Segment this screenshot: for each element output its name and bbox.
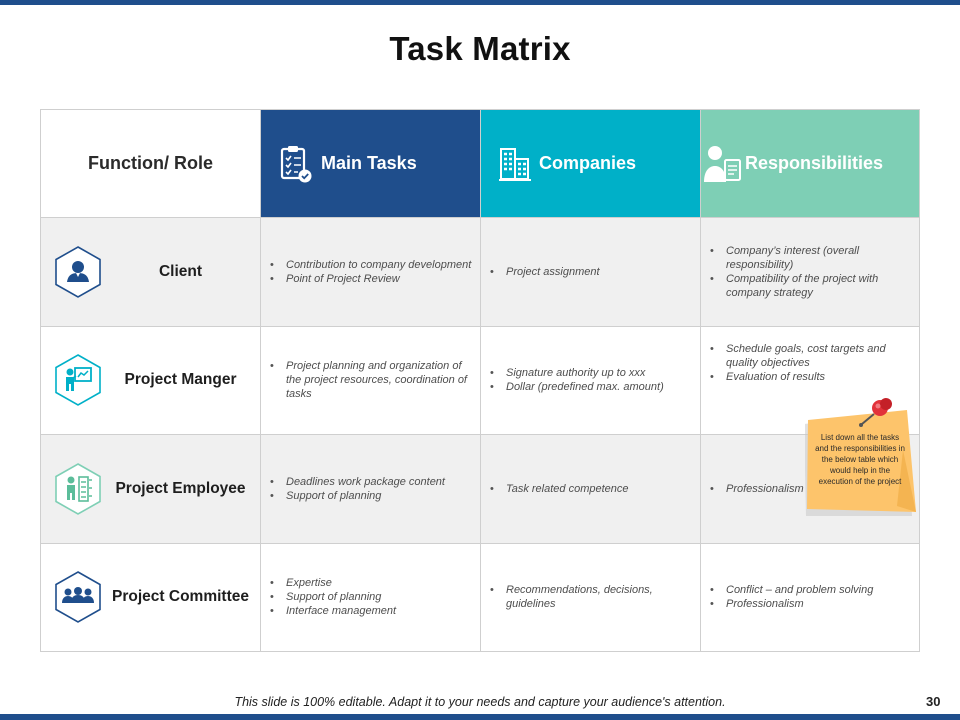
list-item: • Signature authority up to xxx: [506, 366, 694, 380]
header-companies: [481, 110, 701, 218]
list-item: • Recommendations, decisions, guidelines: [506, 583, 694, 611]
table-row: [41, 543, 920, 651]
list-item: • Professionalism: [726, 597, 913, 611]
companies-cell: [481, 218, 701, 326]
companies-cell: [481, 543, 701, 651]
table-row: [41, 326, 920, 434]
list-item: • Compatibility of the project with company strategy: [726, 272, 913, 300]
header-responsibilities-label: Responsibilities: [745, 153, 884, 174]
role-label: Client: [158, 263, 203, 281]
table-row: [41, 218, 920, 326]
list-item: • Support of planning: [286, 590, 474, 604]
page-title: Task Matrix: [389, 30, 571, 67]
companies-cell: [481, 326, 701, 434]
presentation-icon: [53, 353, 103, 407]
main-tasks-cell: [261, 326, 481, 434]
role-cell: [41, 218, 261, 326]
list-item: • Evaluation of results: [726, 370, 913, 384]
role-label: Project Employee: [115, 479, 246, 497]
list-item: • Dollar (predefined max. amount): [506, 380, 694, 394]
list-item: • Project assignment: [506, 265, 694, 279]
list-item: • Point of Project Review: [286, 272, 474, 286]
note-text: List down all the tasks and the responsibilities in the below table which would help in the execution of the project: [815, 433, 905, 486]
role-label: Project Committee: [112, 588, 249, 606]
top-bar: [0, 0, 960, 5]
companies-cell: [481, 435, 701, 543]
pushpin-icon: [856, 396, 896, 430]
header-row: [41, 110, 920, 218]
employee-icon: [53, 462, 103, 516]
header-responsibilities: [701, 110, 920, 218]
team-icon: [53, 570, 103, 624]
role-cell: [41, 326, 261, 434]
page-number: 30: [926, 694, 941, 709]
role-cell: [41, 435, 261, 543]
list-item: • Expertise: [286, 576, 474, 590]
footer-text: This slide is 100% editable. Adapt it to your needs and capture your audience's attention.: [234, 695, 726, 709]
task-matrix-table: [40, 109, 920, 652]
list-item: • Interface management: [286, 604, 474, 618]
responsibilities-cell: [701, 543, 920, 651]
list-item: • Deadlines work package content: [286, 475, 474, 489]
header-main-tasks-label: Main Tasks: [321, 153, 417, 174]
header-role-label: Function/ Role: [88, 153, 213, 174]
header-companies-label: Companies: [539, 153, 637, 174]
role-cell: [41, 543, 261, 651]
list-item: • Contribution to company development: [286, 258, 474, 272]
header-role: [41, 110, 261, 218]
list-item: • Professionalism: [726, 482, 913, 496]
responsibilities-cell: [701, 218, 920, 326]
person-document-icon: [703, 144, 745, 184]
list-item: • Schedule goals, cost targets and quality objectives: [726, 342, 913, 370]
list-item: • Task related competence: [506, 482, 694, 496]
checklist-icon: [279, 144, 313, 184]
role-label: Project Manger: [124, 371, 237, 389]
header-main-tasks: [261, 110, 481, 218]
main-tasks-cell: [261, 435, 481, 543]
list-item: • Company’s interest (overall responsibility): [726, 244, 913, 272]
list-item: • Project planning and organization of the project resources, coordination of tasks: [286, 359, 474, 401]
buildings-icon: [499, 146, 531, 182]
main-tasks-cell: [261, 543, 481, 651]
main-tasks-cell: [261, 218, 481, 326]
list-item: • Conflict – and problem solving: [726, 583, 913, 597]
list-item: • Support of planning: [286, 489, 474, 503]
bottom-bar: [0, 714, 960, 720]
table-row: [41, 435, 920, 543]
client-icon: [53, 245, 103, 299]
